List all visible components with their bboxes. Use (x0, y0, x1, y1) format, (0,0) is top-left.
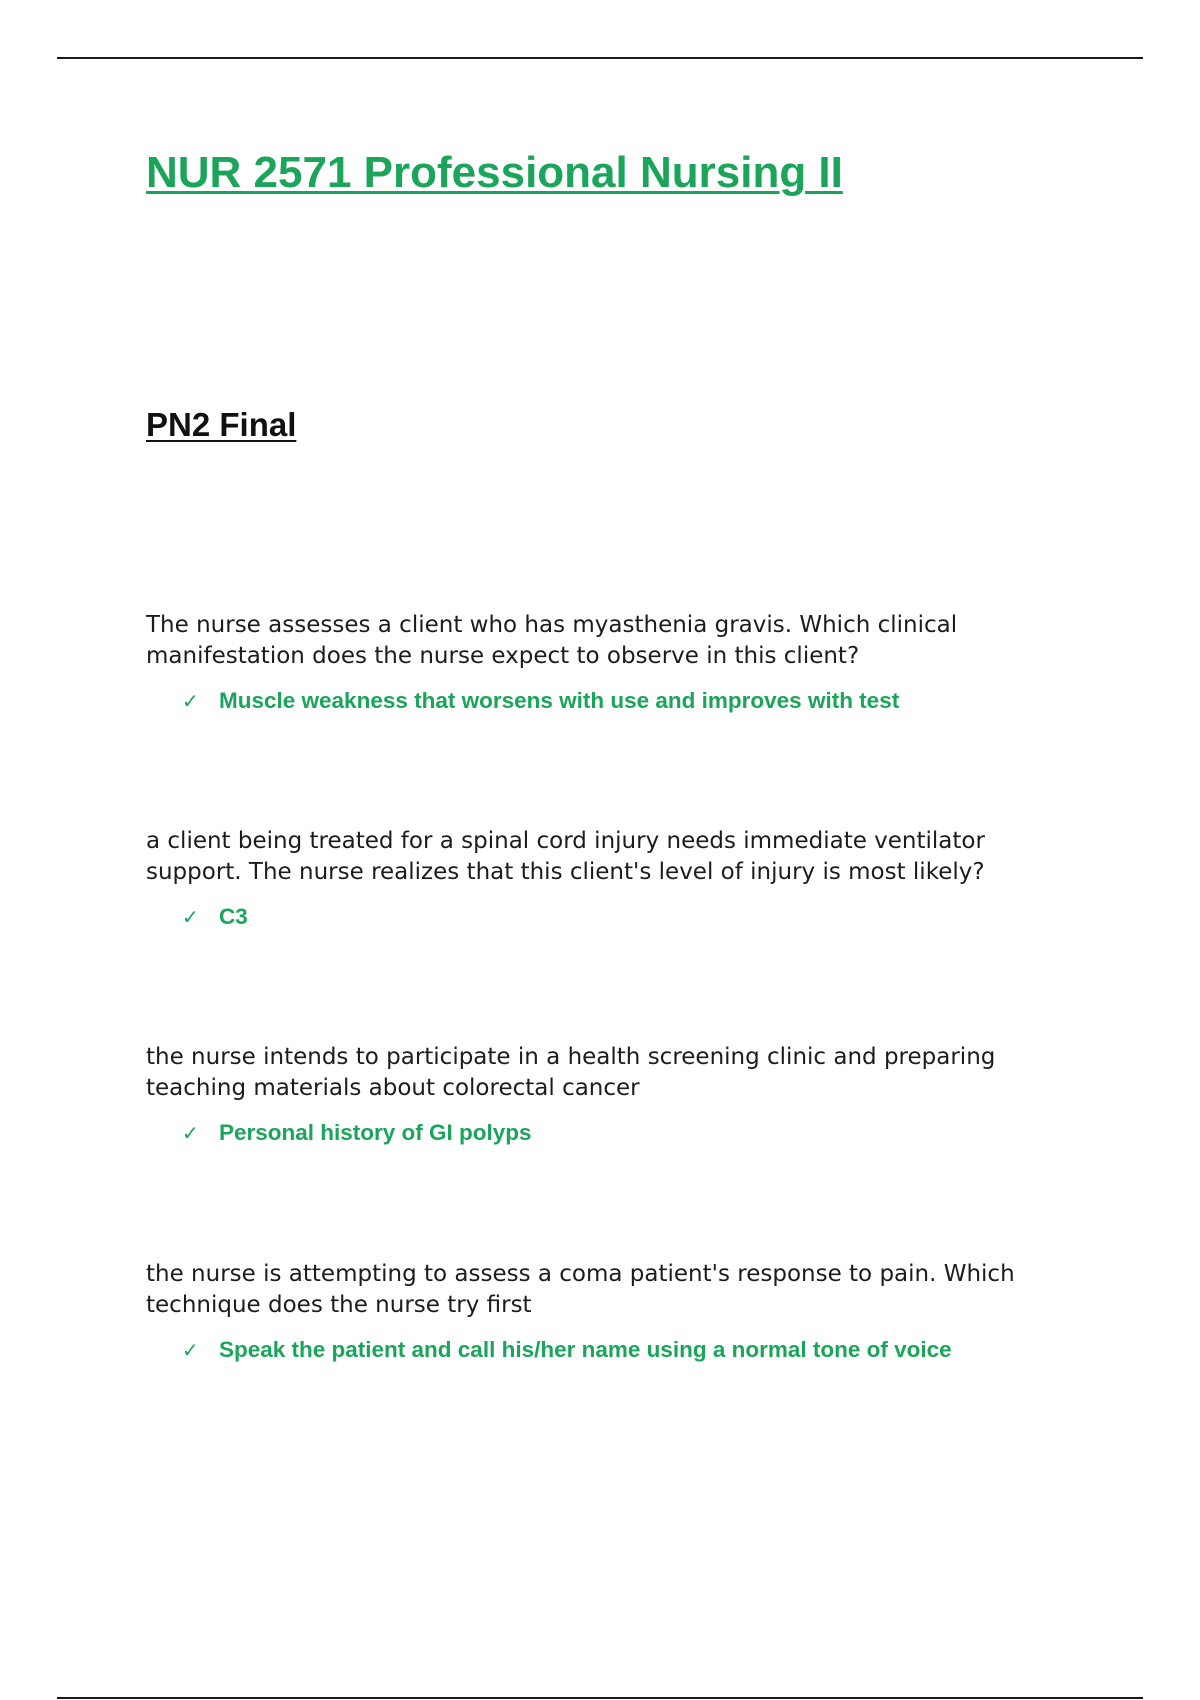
answer-text: Speak the patient and call his/her name using a normal tone of voice (219, 1337, 952, 1362)
answer (182, 1335, 1086, 1365)
check-icon: ✓ (182, 905, 199, 929)
check-icon: ✓ (182, 689, 199, 713)
question-text: the nurse intends to participate in a health screening clinic and preparing teaching materials about colorectal cancer (146, 1044, 996, 1101)
qa-item (146, 1042, 1086, 1148)
question-text: The nurse assesses a client who has myasthenia gravis. Which clinical manifestation does the nurse expect to observe in this client? (146, 612, 958, 669)
answer (182, 902, 1086, 932)
header-rule (57, 57, 1143, 59)
document-subtitle: PN2 Final (146, 406, 297, 443)
answer (182, 686, 1086, 716)
question-text: a client being treated for a spinal cord injury needs immediate ventilator support. The nurse realizes that this client's level of injury is most likely? (146, 828, 985, 885)
answer-text: Muscle weakness that worsens with use and improves with test (219, 688, 900, 713)
check-icon: ✓ (182, 1338, 199, 1362)
answer (182, 1118, 1086, 1148)
check-icon: ✓ (182, 1121, 199, 1145)
answer-text: C3 (219, 904, 248, 929)
qa-item (146, 1259, 1086, 1365)
question-text: the nurse is attempting to assess a coma patient's response to pain. Which technique does the nurse try first (146, 1261, 1015, 1318)
qa-item (146, 826, 1086, 932)
footer-rule (57, 1697, 1143, 1699)
document-title: NUR 2571 Professional Nursing II (146, 148, 843, 197)
qa-item (146, 610, 1086, 716)
answer-text: Personal history of GI polyps (219, 1120, 532, 1145)
